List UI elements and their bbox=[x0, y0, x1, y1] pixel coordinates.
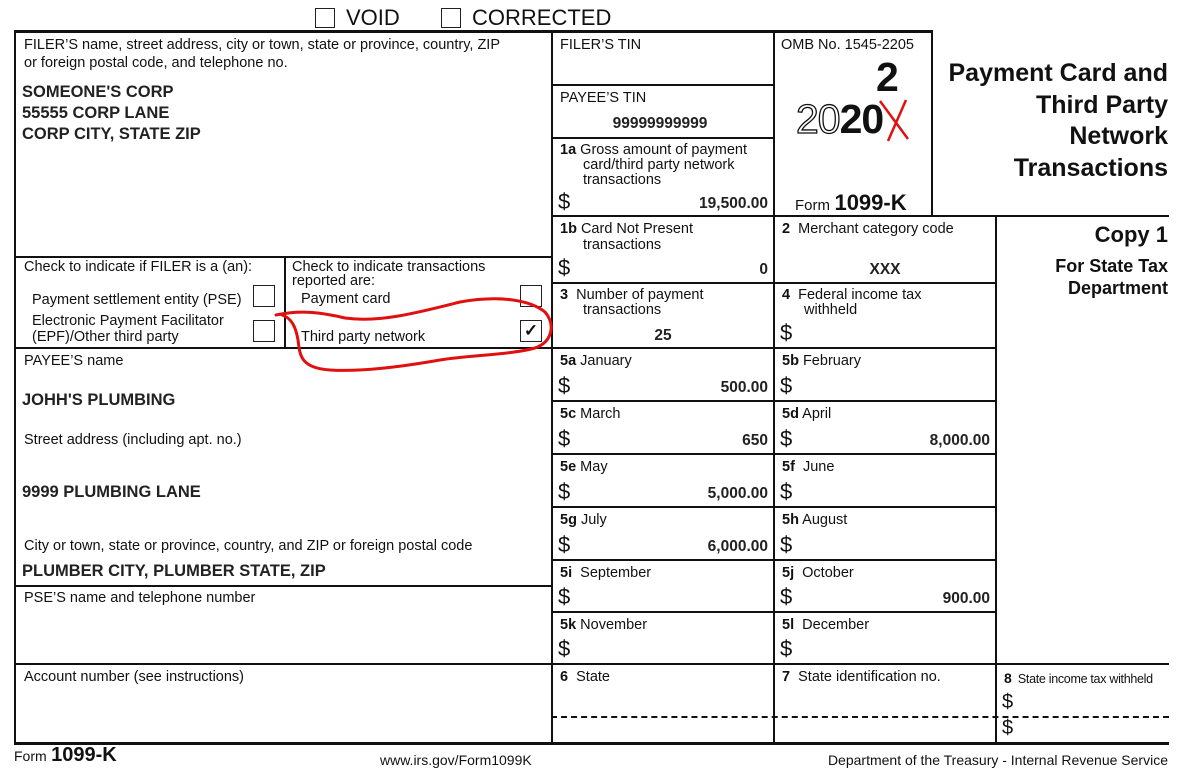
box-2-label bbox=[782, 221, 954, 237]
box-5d-number: 5d bbox=[782, 406, 799, 422]
box-5i-text: September bbox=[580, 565, 652, 581]
grid-line bbox=[14, 663, 1169, 665]
box-5d-value[interactable]: 8,000.00 bbox=[929, 432, 990, 449]
box-2-number: 2 bbox=[782, 221, 791, 237]
box-2-text: Merchant category code bbox=[798, 221, 954, 237]
filer-check-heading: Check to indicate if FILER is a (an): bbox=[24, 259, 253, 275]
dollar-sign: $ bbox=[780, 426, 793, 451]
box-7-text: State identification no. bbox=[798, 669, 941, 685]
form-title-line: Third Party bbox=[1036, 90, 1168, 119]
box-5b-label bbox=[782, 353, 861, 369]
filer-label-line2: or foreign postal code, and telephone no. bbox=[24, 55, 288, 71]
box-6-label bbox=[560, 669, 610, 685]
grid-line bbox=[14, 347, 995, 349]
box-1a-text-1: Gross amount of payment bbox=[580, 142, 747, 158]
box-5j-text: October bbox=[802, 565, 854, 581]
box-1b-value[interactable]: 0 bbox=[759, 261, 768, 278]
box-3-number: 3 bbox=[560, 287, 569, 303]
dollar-sign: $ bbox=[780, 373, 793, 398]
box-5a-text: January bbox=[580, 353, 632, 369]
dashed-line bbox=[551, 716, 1169, 718]
box-8-text: State income tax withheld bbox=[1017, 672, 1153, 686]
box-5g-label bbox=[560, 512, 607, 528]
box-1a-text-2: card/third party network bbox=[583, 157, 735, 173]
box-5g-text: July bbox=[580, 512, 607, 528]
dollar-sign: $ bbox=[558, 426, 571, 451]
box-5a-value[interactable]: 500.00 bbox=[720, 379, 768, 396]
payee-tin-label: PAYEE’S TIN bbox=[560, 90, 647, 106]
payee-city[interactable]: PLUMBER CITY, PLUMBER STATE, ZIP bbox=[22, 562, 326, 580]
void-checkbox[interactable] bbox=[315, 8, 335, 28]
box-1b-label bbox=[560, 221, 693, 237]
year-struck-digit: 0 bbox=[861, 96, 884, 142]
filer-tin-label: FILER’S TIN bbox=[560, 37, 642, 53]
pse-option-label: Payment settlement entity (PSE) bbox=[32, 292, 242, 308]
box-5l-number: 5l bbox=[782, 617, 795, 633]
box-1a-value[interactable]: 19,500.00 bbox=[699, 195, 768, 212]
box-5e-value[interactable]: 5,000.00 bbox=[707, 485, 768, 502]
box-6-number: 6 bbox=[560, 669, 569, 685]
filer-tin-value[interactable] bbox=[560, 58, 760, 78]
state-id-field[interactable] bbox=[775, 690, 995, 714]
grid-line bbox=[14, 256, 551, 258]
payee-name[interactable]: JOHH'S PLUMBING bbox=[22, 391, 176, 409]
filer-label-line1: FILER’S name, street address, city or town, state or province, country, ZIP bbox=[24, 37, 501, 53]
box-5k-number: 5k bbox=[560, 617, 577, 633]
filer-city[interactable]: CORP CITY, STATE ZIP bbox=[22, 125, 201, 143]
box-5h-label bbox=[782, 512, 847, 528]
box-5h-number: 5h bbox=[782, 512, 799, 528]
footer-form-number: 1099-K bbox=[51, 744, 117, 766]
transactions-check-heading-2: reported are: bbox=[292, 273, 376, 289]
payee-tin-value[interactable]: 99999999999 bbox=[612, 115, 708, 132]
grid-line bbox=[551, 137, 773, 139]
dollar-sign: $ bbox=[558, 373, 571, 398]
epf-checkbox[interactable] bbox=[253, 320, 275, 342]
box-5e-number: 5e bbox=[560, 459, 577, 475]
copy-title: Copy 1 bbox=[1094, 222, 1168, 247]
box-3-text-2: transactions bbox=[583, 302, 662, 318]
box-5c-number: 5c bbox=[560, 406, 577, 422]
box-7-number: 7 bbox=[782, 669, 791, 685]
box-5d-text: April bbox=[802, 406, 832, 422]
copy-subtitle-2: Department bbox=[1067, 278, 1168, 298]
payee-city-label: City or town, state or province, country, and ZIP or foreign postal code bbox=[24, 538, 473, 554]
form-title-line: Payment Card and bbox=[948, 59, 1168, 87]
dollar-sign: $ bbox=[780, 584, 793, 609]
filer-name[interactable]: SOMEONE'S CORP bbox=[22, 83, 174, 101]
year-bold-digit: 2 bbox=[839, 96, 862, 142]
pse-checkbox[interactable] bbox=[253, 285, 275, 307]
box-6-text: State bbox=[576, 669, 610, 685]
box-8-number: 8 bbox=[1004, 670, 1012, 686]
dollar-sign: $ bbox=[780, 636, 793, 661]
box-5e-label bbox=[560, 459, 608, 475]
tax-year bbox=[796, 97, 883, 141]
box-5j-label bbox=[782, 565, 854, 581]
year-outline-digits: 20 bbox=[796, 96, 840, 142]
form-number: 1099-K bbox=[834, 190, 907, 215]
box-1a-number: 1a bbox=[560, 142, 577, 158]
grid-line bbox=[551, 506, 995, 508]
box-5k-text: November bbox=[580, 617, 648, 633]
dollar-sign: $ bbox=[558, 189, 571, 214]
pse-field[interactable] bbox=[20, 610, 545, 658]
box-5j-number: 5j bbox=[782, 565, 795, 581]
box-5b-text: February bbox=[802, 353, 861, 369]
payment-card-label: Payment card bbox=[301, 291, 391, 307]
form-prefix: Form bbox=[795, 197, 830, 214]
box-4-number: 4 bbox=[782, 287, 791, 303]
transactions-check-heading-1: Check to indicate transactions bbox=[292, 259, 486, 275]
box-5b-number: 5b bbox=[782, 353, 799, 369]
strikethrough-x-mark bbox=[874, 97, 914, 143]
box-2-value[interactable]: XXX bbox=[869, 261, 901, 278]
box-5c-label bbox=[560, 406, 620, 422]
pse-label: PSE’S name and telephone number bbox=[24, 590, 256, 606]
omb-number: OMB No. 1545-2205 bbox=[781, 37, 914, 53]
box-3-label bbox=[560, 287, 703, 303]
strike-line-2 bbox=[888, 100, 906, 141]
dollar-sign: $ bbox=[780, 532, 793, 557]
box-3-value[interactable]: 25 bbox=[654, 327, 672, 344]
box-1b-number: 1b bbox=[560, 221, 577, 237]
form-title-line: Network bbox=[1069, 122, 1168, 150]
grid-line bbox=[284, 256, 286, 348]
grid-line bbox=[551, 84, 773, 86]
grid-line bbox=[551, 400, 995, 402]
dollar-sign: $ bbox=[558, 584, 571, 609]
box-1b-text-2: transactions bbox=[583, 237, 662, 253]
box-1b-text-1: Card Not Present bbox=[580, 221, 693, 237]
third-party-network-checkbox[interactable] bbox=[520, 320, 542, 342]
box-5i-label bbox=[560, 565, 651, 581]
box-4-text-2: withheld bbox=[804, 302, 858, 318]
box-5f-label bbox=[782, 459, 834, 475]
box-5h-text: August bbox=[802, 512, 848, 528]
dollar-sign: $ bbox=[558, 532, 571, 557]
box-5c-text: March bbox=[580, 406, 621, 422]
footer-url[interactable]: www.irs.gov/Form1099K bbox=[380, 752, 532, 768]
footer-form-prefix: Form bbox=[14, 748, 47, 764]
box-5j-value[interactable]: 900.00 bbox=[942, 590, 990, 607]
grid-line bbox=[551, 282, 995, 284]
box-1a-label bbox=[560, 142, 747, 158]
box-5d-label bbox=[782, 406, 831, 422]
payment-card-checkbox[interactable] bbox=[520, 285, 542, 307]
copy-subtitle-1: For State Tax bbox=[1055, 256, 1168, 276]
box-4-label bbox=[782, 287, 921, 303]
grid-line bbox=[551, 611, 995, 613]
account-field[interactable] bbox=[20, 690, 545, 738]
box-8-label bbox=[1004, 670, 1153, 687]
payee-street[interactable]: 9999 PLUMBING LANE bbox=[22, 483, 201, 501]
void-label: VOID bbox=[346, 5, 400, 30]
account-label: Account number (see instructions) bbox=[24, 669, 245, 685]
grid-line bbox=[551, 559, 995, 561]
box-5a-number: 5a bbox=[560, 353, 577, 369]
payee-street-label: Street address (including apt. no.) bbox=[24, 432, 242, 448]
form-title-line: Transactions bbox=[1013, 153, 1168, 182]
box-5g-number: 5g bbox=[560, 512, 577, 528]
box-5k-label bbox=[560, 617, 647, 633]
box-5c-value[interactable]: 650 bbox=[742, 432, 768, 449]
epf-option-label-1: Electronic Payment Facilitator bbox=[32, 313, 224, 329]
grid-line bbox=[551, 453, 995, 455]
dollar-sign: $ bbox=[1002, 691, 1014, 713]
checkmark-icon: ✓ bbox=[523, 321, 539, 340]
payee-name-label: PAYEE’S name bbox=[24, 353, 124, 369]
box-7-label bbox=[782, 669, 941, 685]
box-4-text-1: Federal income tax bbox=[798, 287, 922, 303]
grid-line bbox=[14, 585, 551, 587]
corrected-label: CORRECTED bbox=[472, 5, 612, 30]
state-field[interactable] bbox=[553, 690, 773, 714]
dollar-sign: $ bbox=[558, 255, 571, 280]
year-correction-digit: 2 bbox=[876, 54, 899, 100]
box-3-text-1: Number of payment bbox=[576, 287, 704, 303]
filer-street[interactable]: 55555 CORP LANE bbox=[22, 104, 170, 122]
footer-agency: Department of the Treasury - Internal Revenue Service bbox=[827, 752, 1168, 768]
dollar-sign: $ bbox=[780, 320, 793, 345]
grid-line bbox=[931, 30, 933, 216]
box-5f-number: 5f bbox=[782, 459, 795, 475]
dollar-sign: $ bbox=[558, 636, 571, 661]
footer-form-label bbox=[14, 744, 117, 767]
box-5l-label bbox=[782, 617, 869, 633]
dollar-sign: $ bbox=[1002, 717, 1014, 739]
dollar-sign: $ bbox=[780, 479, 793, 504]
box-5i-number: 5i bbox=[560, 565, 573, 581]
epf-option-label-2: (EPF)/Other third party bbox=[32, 329, 179, 345]
box-5l-text: December bbox=[802, 617, 870, 633]
third-party-network-label: Third party network bbox=[301, 329, 426, 345]
box-5e-text: May bbox=[580, 459, 608, 475]
box-5g-value[interactable]: 6,000.00 bbox=[707, 538, 768, 555]
box-5a-label bbox=[560, 353, 632, 369]
grid-line bbox=[14, 30, 16, 744]
box-5f-text: June bbox=[802, 459, 835, 475]
dollar-sign: $ bbox=[558, 479, 571, 504]
form-title bbox=[948, 58, 1168, 184]
grid-line bbox=[14, 30, 932, 33]
form-label-top bbox=[795, 190, 907, 216]
box-1a-text-3: transactions bbox=[583, 172, 662, 188]
corrected-checkbox[interactable] bbox=[441, 8, 461, 28]
grid-line bbox=[773, 30, 775, 744]
